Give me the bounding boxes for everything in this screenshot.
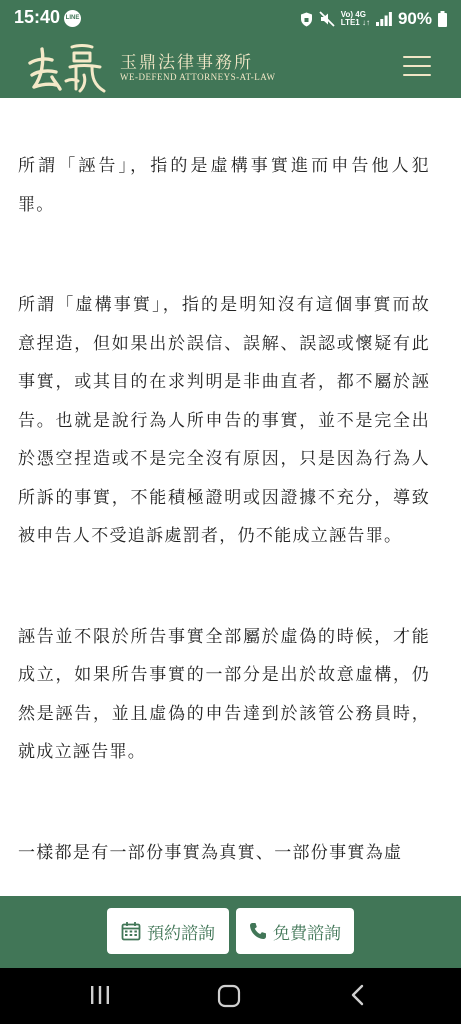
free-consultation-button[interactable] [236, 908, 354, 954]
network-type-text: Vo) 4G LTE1 ↓↑ [340, 10, 370, 27]
line-app-icon: LINE [64, 10, 81, 27]
article-paragraph: 所謂「誣告」，指的是虛構事實進而申告他人犯罪。 [18, 156, 430, 215]
free-consultation-label: 免費諮詢 [273, 923, 341, 944]
mute-icon [319, 11, 335, 27]
home-icon[interactable] [217, 984, 241, 1008]
phone-icon [249, 922, 267, 940]
site-header [0, 38, 461, 98]
book-consultation-label: 預約諮詢 [147, 923, 215, 944]
calligraphy-logo-icon[interactable] [26, 41, 108, 95]
article-paragraph: 一樣都是有一部份事實為真實、一部份事實為虛 [18, 842, 403, 863]
book-consultation-button[interactable] [107, 908, 229, 954]
calendar-icon [121, 921, 141, 941]
article-paragraph: 誣告並不限於所告事實全部屬於虛偽的時候，才能成立，如果所告事實的一部分是出於故意虛構，仍然是誣告，並且虛偽的申告達到於該管公務員時，就成立誣告罪。 [18, 626, 430, 762]
status-time: 15:40 [14, 7, 61, 27]
signal-bars-icon [376, 12, 392, 26]
contact-cta-bar [0, 896, 461, 968]
shield-lock-icon [300, 12, 313, 27]
system-nav-bar [0, 968, 461, 1024]
back-icon[interactable] [348, 984, 368, 1006]
firm-name[interactable]: 玉鼎法律事務所 [120, 53, 253, 73]
article-paragraph: 所謂「虛構事實」，指的是明知沒有這個事實而故意捏造，但如果出於誤信、誤解、誤認或懷疑有此事實，或其目的在求判明是非曲直者，都不屬於誣告。也就是說行為人所申告的事實，並不是完全出於憑空捏造或不是完全沒有原因，只是因為行為人所訴的事實，不能積極證明或因證據不充分，導致被申告人不受追訴處罰者，仍不能成立誣告罪。 [18, 295, 430, 546]
recent-apps-icon[interactable] [89, 984, 111, 1006]
status-indicators [300, 6, 447, 32]
hamburger-menu-icon[interactable] [403, 56, 431, 80]
article-content [18, 98, 430, 898]
status-bar [0, 0, 461, 38]
firm-subtitle: WE-DEFEND ATTORNEYS-AT-LAW [120, 72, 276, 82]
battery-percent: 90% [397, 9, 432, 28]
battery-icon [438, 11, 447, 27]
